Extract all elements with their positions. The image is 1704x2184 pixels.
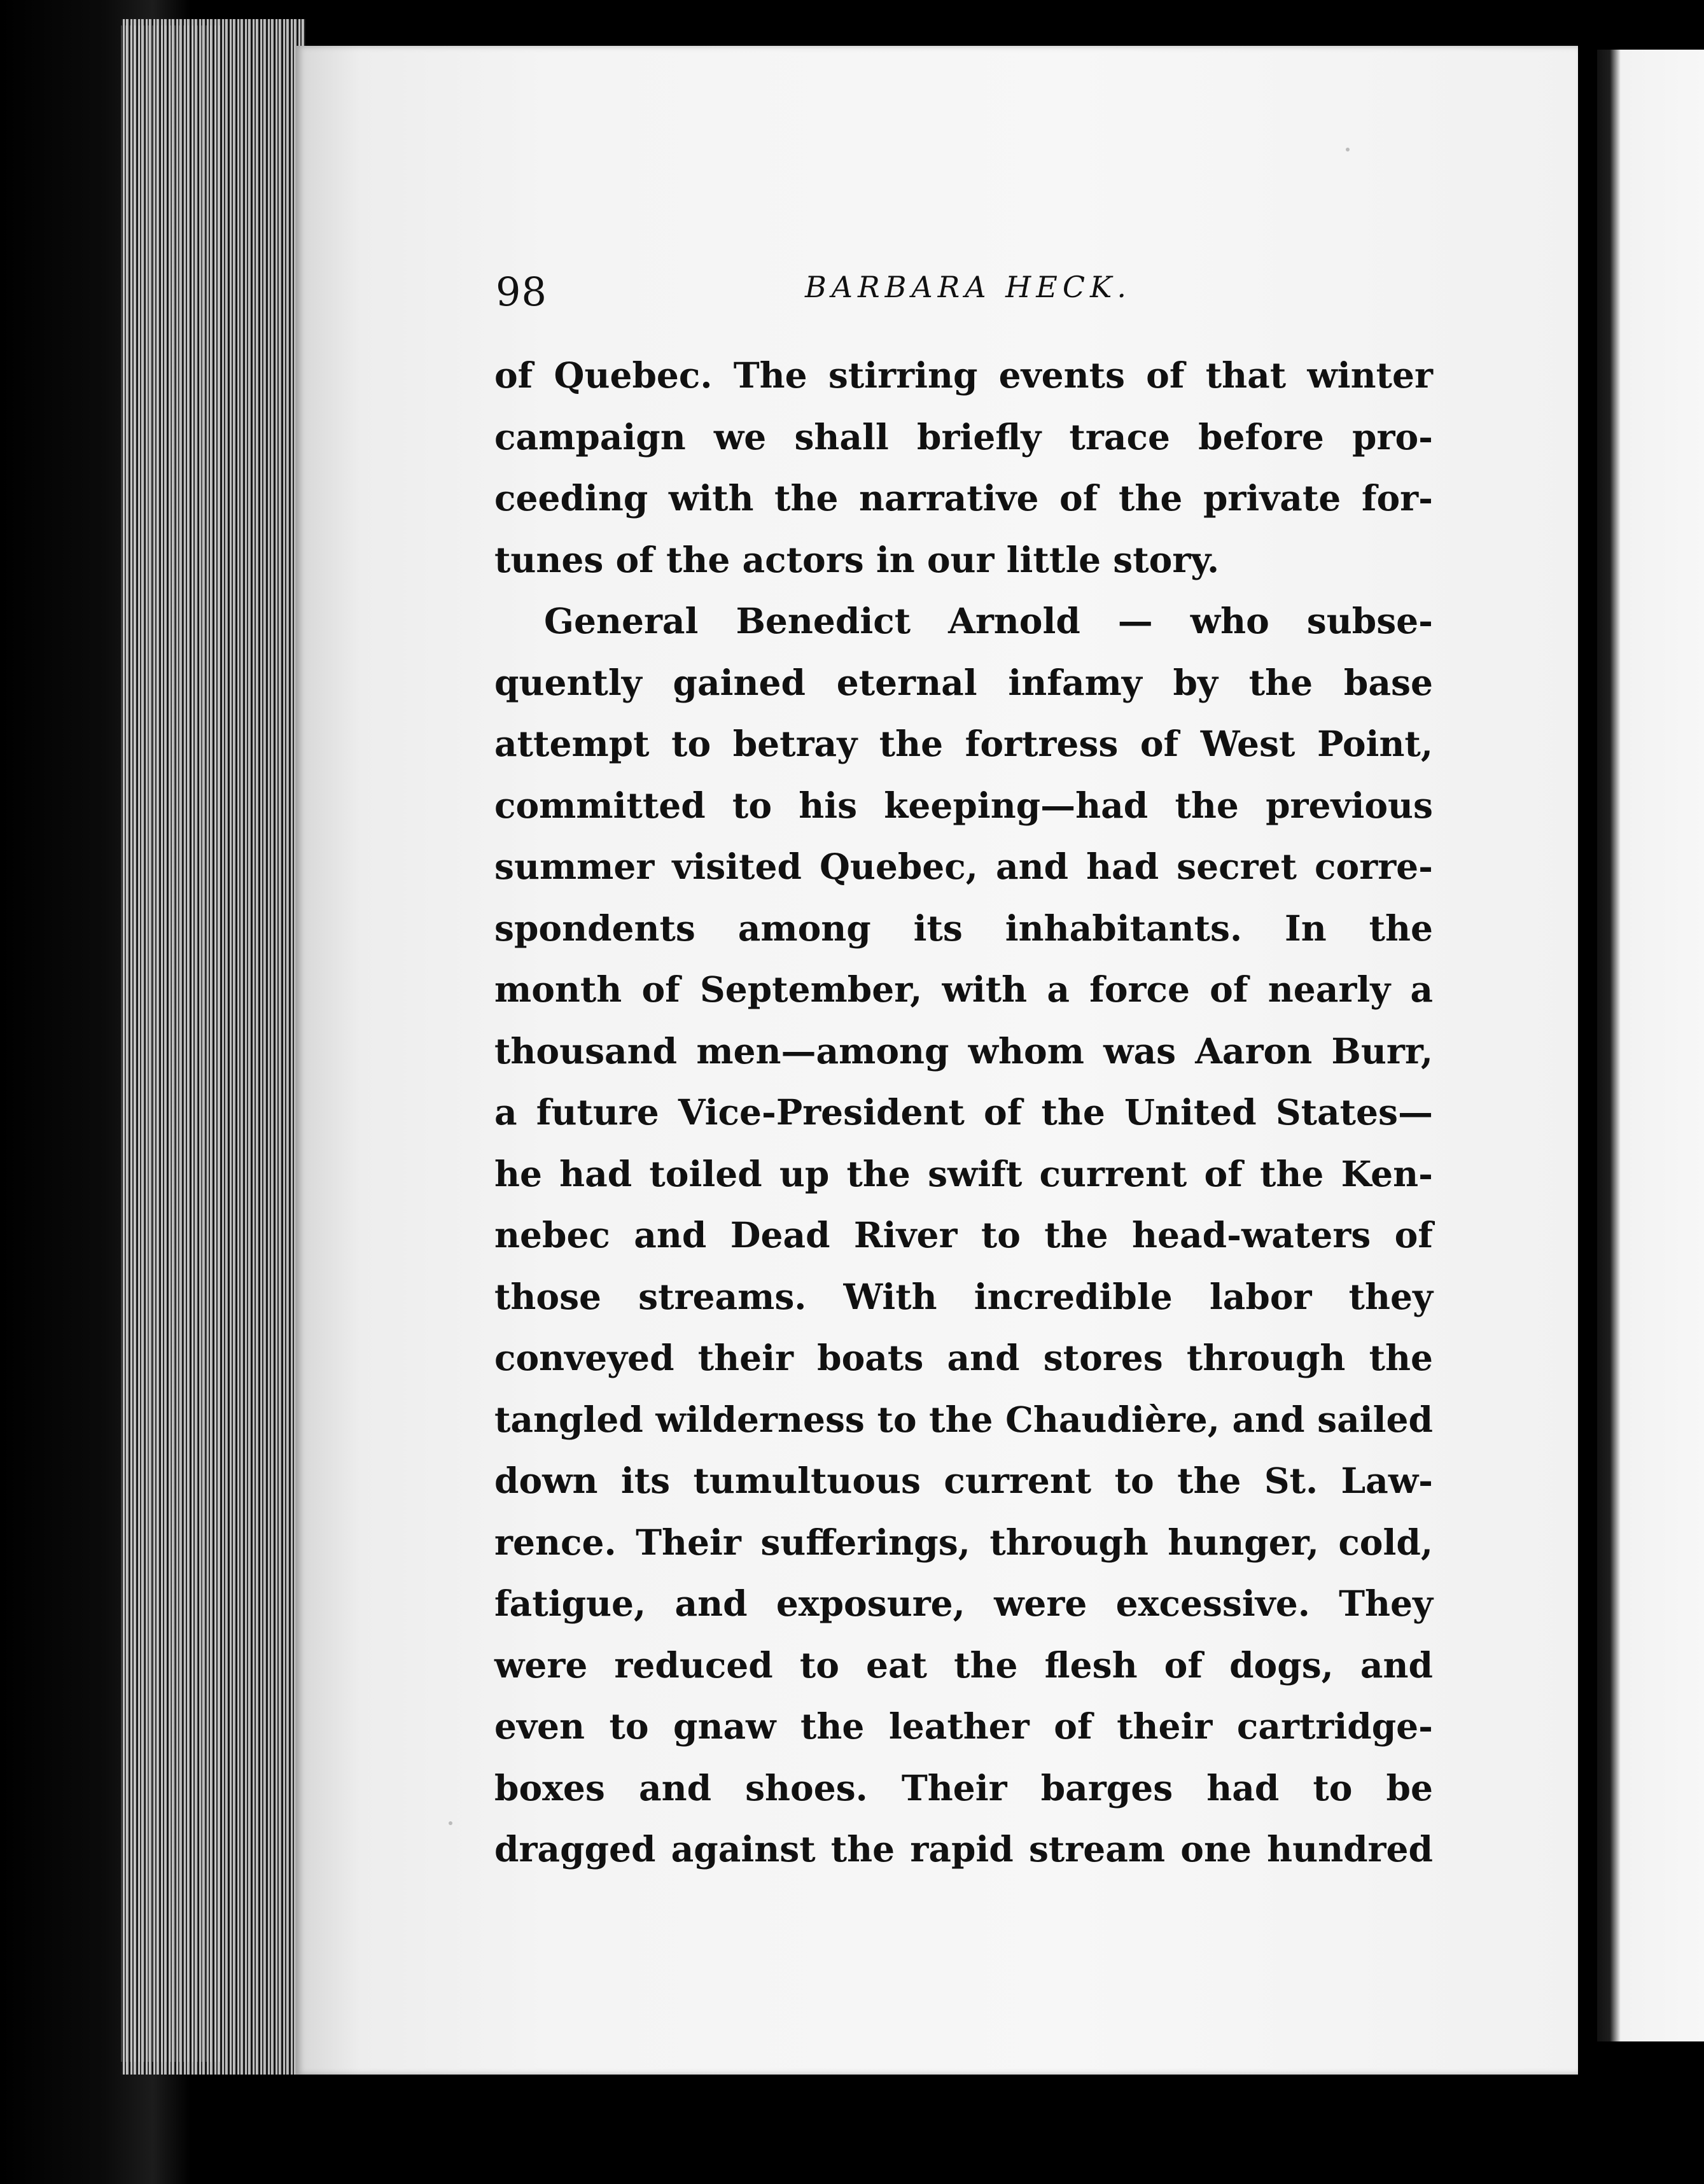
text-line: spondents among its inhabitants. In the — [494, 907, 1433, 949]
text-line: General Benedict Arnold — who subse- — [544, 600, 1433, 641]
scan-speck — [449, 1821, 452, 1825]
text-line: summer visited Quebec, and had secret corre- — [494, 846, 1433, 887]
paragraph-1 — [494, 345, 1433, 591]
running-head — [296, 261, 1578, 337]
text-line: dragged against the rapid stream one hundred — [494, 1828, 1433, 1870]
text-line: quently gained eternal infamy by the base — [494, 661, 1433, 703]
text-line: nebec and Dead River to the head-waters of — [494, 1214, 1433, 1256]
text-line: tangled wilderness to the Chaudière, and sailed — [494, 1398, 1433, 1440]
text-line: those streams. With incredible labor they — [494, 1275, 1433, 1317]
text-line: thousand men—among whom was Aaron Burr, — [494, 1030, 1433, 1072]
text-line: fatigue, and exposure, were excessive. They — [494, 1583, 1433, 1624]
running-title: BARBARA HECK. — [805, 270, 1132, 304]
text-line: attempt to betray the fortress of West Point, — [494, 723, 1433, 764]
text-line: tunes of the actors in our little story. — [494, 538, 1220, 580]
facing-page-edge — [1597, 50, 1704, 2041]
text-line: boxes and shoes. Their barges had to be — [494, 1767, 1433, 1809]
paragraph-2 — [494, 591, 1433, 1880]
page-number: 98 — [496, 269, 547, 315]
page-edge-lines — [121, 25, 223, 2062]
text-line: month of September, with a force of nearly a — [494, 969, 1433, 1010]
text-line: ceeding with the narrative of the private for- — [494, 477, 1433, 519]
text-line: conveyed their boats and stores through the — [494, 1337, 1433, 1378]
text-line: of Quebec. The stirring events of that winter — [494, 354, 1433, 396]
text-line: he had toiled up the swift current of the Ken- — [494, 1152, 1433, 1194]
text-line: campaign we shall briefly trace before pro- — [494, 416, 1433, 458]
body-text — [494, 345, 1433, 1880]
book-page — [296, 46, 1578, 2075]
text-line: down its tumultuous current to the St. Law- — [494, 1460, 1433, 1501]
text-line: committed to his keeping—had the previous — [494, 784, 1433, 826]
text-line: a future Vice-President of the United States— — [494, 1091, 1433, 1133]
scan-speck — [1346, 148, 1350, 151]
text-line: were reduced to eat the flesh of dogs, and — [494, 1644, 1433, 1686]
text-line: even to gnaw the leather of their cartridge- — [494, 1705, 1433, 1747]
text-line: rence. Their sufferings, through hunger, cold, — [494, 1521, 1433, 1563]
